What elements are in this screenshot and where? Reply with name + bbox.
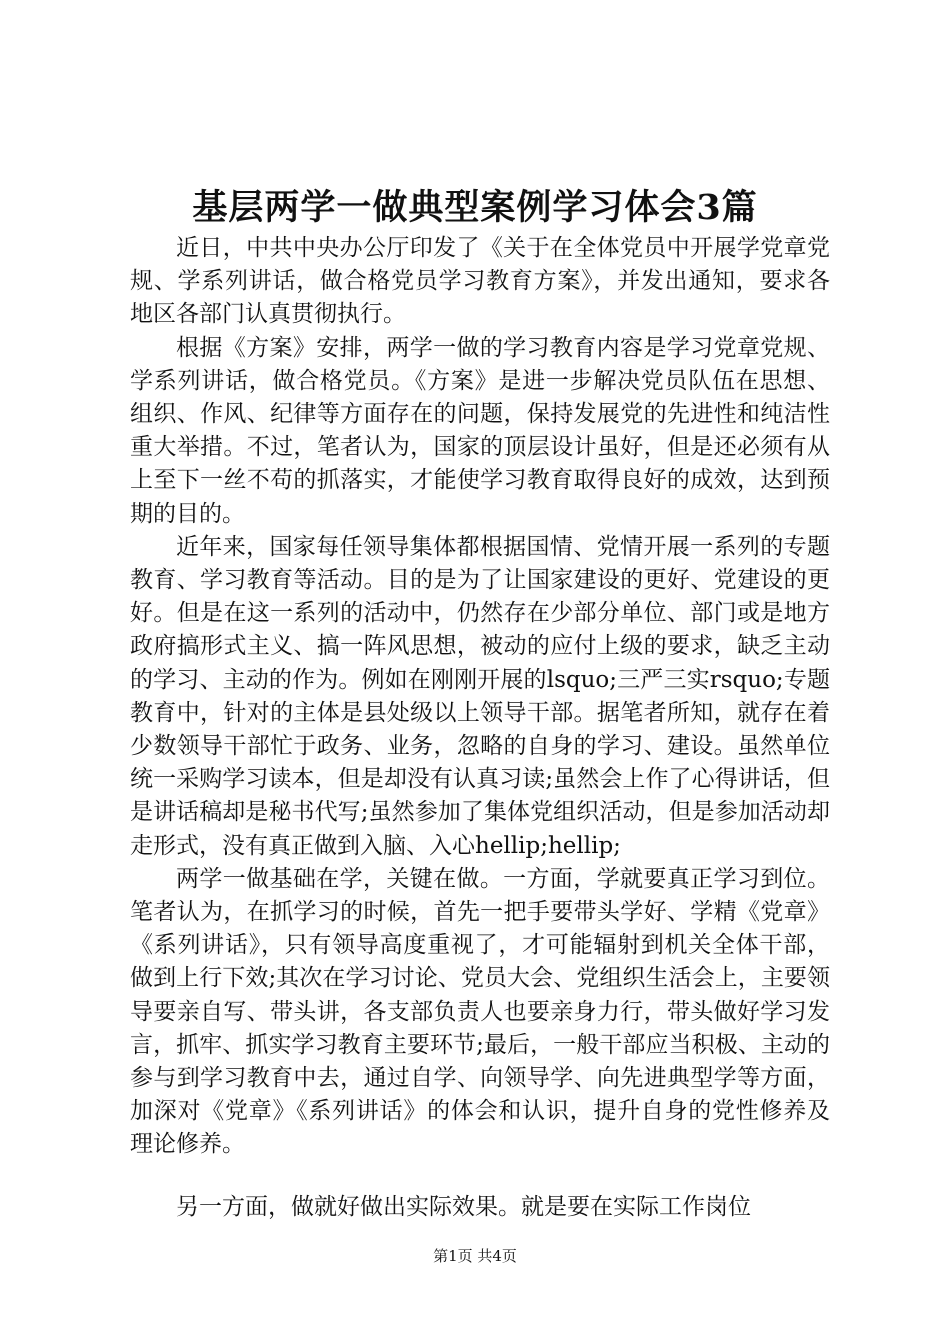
document-title: 基层两学一做典型案例学习体会3篇	[192, 187, 758, 228]
page-number-footer: 第1页 共4页	[433, 1247, 517, 1265]
paragraph-1: 近日，中共中央办公厅印发了《关于在全体党员中开展学党章党规、学系列讲话，做合格党员学习教育方案》，并发出通知，要求各地区各部门认真贯彻执行。	[130, 235, 830, 328]
paragraph-3: 近年来，国家每任领导集体都根据国情、党情开展一系列的专题教育、学习教育等活动。目的是为了让国家建设的更好、党建设的更好。但是在这一系列的活动中，仍然存在少部分单位、部门或是地方政府搞形式主义、搞一阵风思想，被动的应付上级的要求，缺乏主动的学习、主动的作为。例如在刚刚开展的lsquo;三严三实rsquo;专题教育中，针对的主体是县处级以上领导干部。据笔者所知，就存在着少数领导干部忙于政务、业务，忽略的自身的学习、建设。虽然单位统一采购学习读本，但是却没有认真习读;虽然会上作了心得讲话，但是讲话稿却是秘书代写;虽然参加了集体党组织活动，但是参加活动却走形式，没有真正做到入脑、入心hellip;hellip;	[130, 533, 830, 859]
paragraph-5: 另一方面，做就好做出实际效果。就是要在实际工作岗位	[176, 1193, 751, 1220]
paragraph-2: 根据《方案》安排，两学一做的学习教育内容是学习党章党规、学系列讲话，做合格党员。《方案》是进一步解决党员队伍在思想、组织、作风、纪律等方面存在的问题，保持发展党的先进性和纯洁性重大举措。不过，笔者认为，国家的顶层设计虽好，但是还必须有从上至下一丝不苟的抓落实，才能使学习教育取得良好的成效，达到预期的目的。	[130, 334, 830, 527]
document-body	[130, 232, 830, 1224]
paragraph-4: 两学一做基础在学，关键在做。一方面，学就要真正学习到位。笔者认为，在抓学习的时候，首先一把手要带头学好、学精《党章》《系列讲话》，只有领导高度重视了，才可能辐射到机关全体干部，做到上行下效;其次在学习讨论、党员大会、党组织生活会上，主要领导要亲自写、带头讲，各支部负责人也要亲身力行，带头做好学习发言，抓牢、抓实学习教育主要环节;最后，一般干部应当积极、主动的参与到学习教育中去，通过自学、向领导学、向先进典型学等方面，加深对《党章》《系列讲话》的体会和认识，提升自身的党性修养及理论修养。	[130, 865, 830, 1158]
